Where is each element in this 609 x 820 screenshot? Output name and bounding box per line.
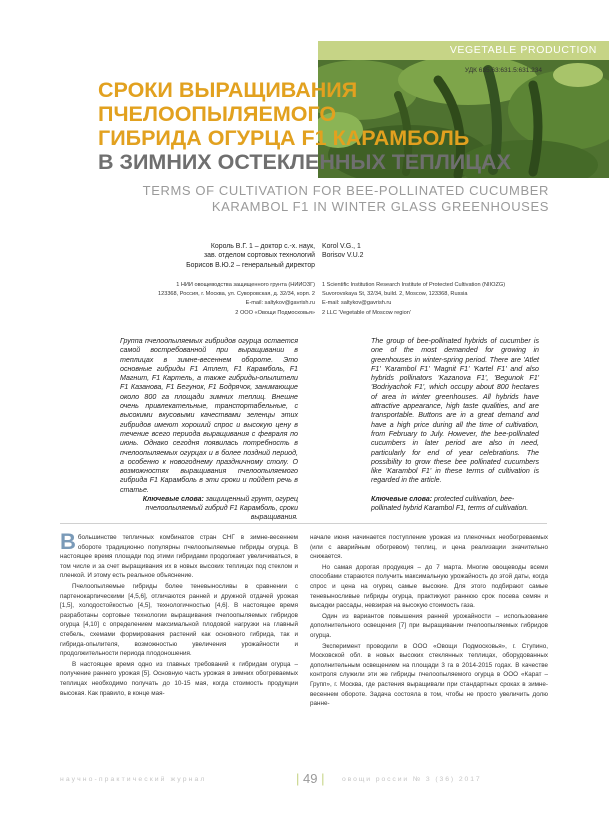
title-ru-line2: ПЧЕЛООПЫЛЯЕМОГО — [98, 102, 337, 126]
title-russian — [98, 78, 528, 174]
abstract-english: The group of bee-pollinated hybrids of cucumber is one of the most demanded for growing in greenhouses in winter-spring period. There are 'Atlet F1' 'Karambol F1' 'Magnit F1' 'Kartel F1' and also hybrids pollinators 'Kazanova F1', 'Begunok F1' 'Bodriyachok F1', which occupy about 800 hectares of area in winter greenhouses. All hybrids have attractive appearance, high taste qualities, and are transportable. Buttons are in a great demand and have a high price during all the time of cultivation, from February to July. However, the bee-pollinated cucumbers in later period are also in need, particularly for end of year celebrations. The possibility to grow these bee pollinated cucumbers like 'Karambol F1' in these terms of cultivation is regarded in the article. — [371, 337, 539, 485]
title-en-line2: KARAMBOL F1 IN WINTER GLASS GREENHOUSES — [211, 198, 549, 214]
page-number: | 49 | — [296, 771, 325, 786]
affil-en-line4: 2 LLC 'Vegetable of Moscow region' — [322, 309, 411, 316]
keywords-en-label: Ключевые слова: — [371, 496, 433, 503]
page-number-value: 49 — [303, 771, 318, 786]
divider — [60, 523, 547, 524]
affil-ru-line2: 123368, Россия, г. Москва, ул. Суворовская, д. 32/34, корп. 2 — [157, 291, 315, 298]
title-ru-line4: В ЗИМНИХ ОСТЕКЛЕННЫХ ТЕПЛИЦАХ — [98, 150, 511, 174]
udk-code: УДК 635.63:631.5:631.234 — [464, 67, 542, 74]
affil-en-email[interactable]: E-mail: saltykov@gavrish.ru — [322, 300, 392, 307]
author-ru-2: Борисов В.Ю.2 – генеральный директор — [186, 261, 315, 269]
section-banner — [318, 41, 609, 60]
affil-en-line1: 1 Scientific Institution Research Institute of Protected Cultivation (NIIOZG) — [322, 282, 506, 288]
keywords-ru-text: защищенный грунт, огурец пчелоопыляемый гибрид F1 Карамболь, сроки выращивания. — [145, 496, 298, 521]
title-en-line1: TERMS OF CULTIVATION FOR BEE-POLLINATED CUCUMBER — [142, 183, 549, 198]
title-ru-line1: СРОКИ ВЫРАЩИВАНИЯ — [98, 78, 358, 102]
author-en-2: Borisov V.U.2 — [322, 252, 364, 260]
keywords-ru-label: Ключевые слова: — [142, 496, 204, 503]
author-ru-1-position: зав. отделом сортовых технологий — [203, 252, 315, 260]
body-paragraph-4: начале июня начинается поступление урожая из пленочных необогреваемых (или с аварийным обогревом) теплиц, и цена реализации значительно снижается. — [310, 534, 548, 561]
drop-cap: В — [60, 529, 76, 554]
affiliation-russian — [100, 281, 315, 318]
body-paragraph-3: В настоящее время одно из главных требований к гибридам огурца – получение раннего урожая [5]. Основную часть урожая в зимних обогреваемых теплицах необходимо получать до 10-15 мая, когда стоимость продукции высокая. Как правило, в конце мая- — [60, 660, 298, 697]
body-column-right — [310, 533, 548, 710]
author-ru-1: Король В.Г. 1 – доктор с.-х. наук, — [210, 243, 315, 250]
abstract-russian: Группа пчелоопыляемых гибридов огурца остается самой востребованной при выращивании в теплицах в зимне-весеннем обороте. Это основные гибриды F1 Атлет, F1 Карамболь, F1 Магнит, F1 Картель, а также гибриды-опылители F1 Казанова, F1 Бегунок, F1 Бодрячок, занимающие около 800 га площади зимних теплиц. Внешне очень привлекательные, транспортабельные, с высокими вкусовыми качествами зеленцы этих гибридов имеют хороший спрос и высокую цену в течение всего периода выращивания с февраля по июнь. Однако сегодня появилась потребность в пчелоопыляемых огурцах и в более поздний период, а особенно к новогоднему праздничному столу. О возможностях выращивания пчелоопыляемого гибрида F1 Карамболь в эти сроки и пойдет речь в статье. — [120, 337, 298, 494]
footer-journal-issue: овощи россии № 3 (36) 2017 — [342, 776, 482, 783]
affiliation-english — [322, 281, 505, 318]
affil-ru-email[interactable]: E-mail: saltykov@gavrish.ru — [245, 300, 315, 307]
body-paragraph-6: Один из вариантов повышения ранней урожайности – использование дополнительного освещения [7] при выращивании пчелоопыляемых гибридов огурца. — [310, 612, 548, 639]
body-paragraph-7: Эксперимент проводили в ООО «Овощи Подмосковья», г. Ступино, Московской обл. в новых высоких стеклянных теплицах, оборудованных дополнительным освещением на площади 3 га в 2014-2015 годах. В качестве контроля служили эти же гибриды пчелоопыляемого огурца в ООО «Карат – Групп», г. Москва, где растения выращивали при стандартных сроках в зимне-весеннем обороте. Задача состояла в том, чтобы не просто увеличить долю ранне- — [310, 642, 548, 708]
body-paragraph-2: Пчелоопыляемые гибриды более теневыносливы в сравнении с партенокарпическими [4,5,6], отличаются ранней и дружной отдачей урожая [1,5], холодостойкостью [4,5], технологичностью [4,6]. В настоящее время разработаны сортовые технологии выращивания пчелоопыляемых гибридов огурца [4,10] с определением максимальной плодовой нагрузки на главный стебель, схемами формирования растений как основного гибрида, так и гибрида-опылителя, возможностью увеличения урожайности и продолжительности периода плодоношения. — [60, 582, 298, 658]
body-paragraph-1 — [60, 529, 298, 581]
body-p1-text: большинстве тепличных комбинатов стран СНГ в зимне-весеннем обороте традиционно популярны пчелоопыляемые гибриды огурца. В настоящее время площади под этими гибридами продолжает увеличиваться, в том числе и за счет выращивания их в новых высоких теплицах под стеклом и пленкой. И этому есть реальное объяснение. — [60, 534, 298, 580]
authors-russian — [165, 242, 315, 270]
footer-journal-type: научно-практический журнал — [60, 776, 207, 783]
body-column-left — [60, 529, 298, 699]
title-ru-line3: ГИБРИДА ОГУРЦА F1 КАРАМБОЛЬ — [98, 126, 470, 150]
authors-english — [322, 242, 364, 261]
keywords-russian — [120, 495, 298, 522]
section-label: VEGETABLE PRODUCTION — [449, 44, 597, 56]
keywords-english — [371, 495, 539, 513]
keywords-en-text: protected cultivation, bee-pollinated hybrid Karambol F1, terms of cultivation. — [371, 496, 529, 512]
body-paragraph-5: Но самая дорогая продукция – до 7 марта. Многие овощеводы всеми способами стараются получить максимальную урожайность до этой даты, когда спрос и цена на огурец самые высокие. Для этого подбирают самые теневыносливые гибриды огурца, практикуют раннюю срок посева семян и высадки рассады, невзирая на высокую стоимость газа. — [310, 563, 548, 610]
affil-en-line2: Suvorovskaya St, 32/34, build. 2, Moscow, 123368, Russia — [322, 291, 468, 298]
author-en-1: Korol V.G., 1 — [322, 243, 361, 250]
affil-ru-line1: 1 НИИ овощеводства защищенного грунта (НИИОЗГ) — [176, 282, 315, 288]
affil-ru-line4: 2 ООО «Овощи Подмосковья» — [235, 309, 315, 316]
title-english — [143, 183, 549, 214]
